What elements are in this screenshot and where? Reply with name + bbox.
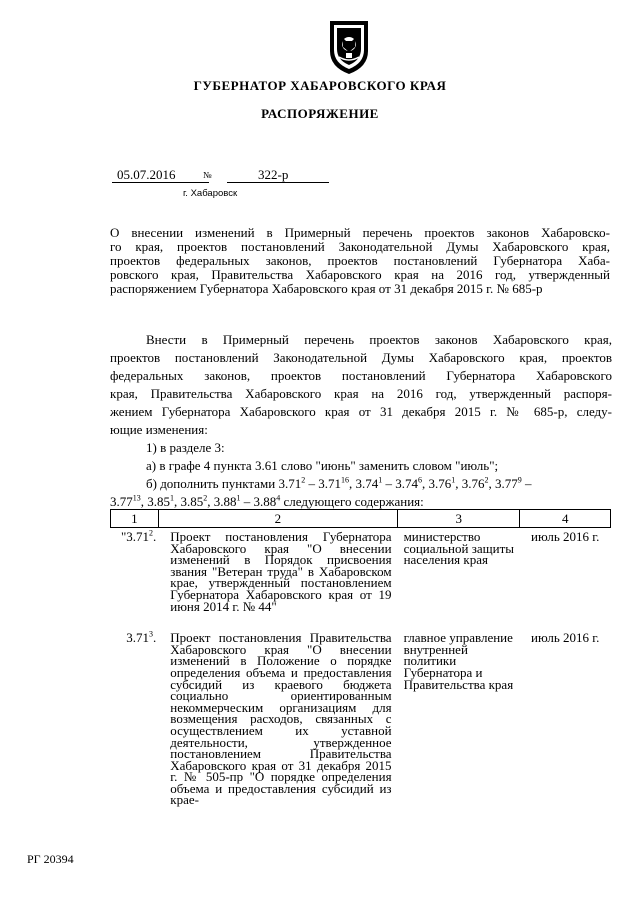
subject-line: О внесении изменений в Примерный перечень проектов законов Хабаровско- (110, 225, 610, 240)
date-underline (112, 182, 209, 183)
paragraph-line: жением Губернатора Хабаровского края от 31 декабря 2015 г. № 685-р, следу- (110, 404, 612, 419)
subject-line: ровского края, Правительства Хабаровского края на 2016 год, утвержденный (110, 267, 610, 282)
document-subject (110, 226, 610, 296)
paragraph-line: края, Правительства Хабаровского края на 2016 год, утвержденный распоря- (110, 386, 612, 401)
order-paragraph (110, 331, 612, 511)
coat-of-arms-icon (326, 17, 372, 77)
item-term: июль 2016 г. (530, 529, 600, 544)
table-row (111, 612, 611, 806)
column-header: 3 (398, 510, 520, 528)
column-header: 1 (111, 510, 159, 528)
document-type: РАСПОРЯЖЕНИЕ (261, 106, 379, 121)
column-header: 4 (520, 510, 611, 528)
issuing-authority: ГУБЕРНАТОР ХАБАРОВСКОГО КРАЯ (193, 78, 447, 93)
list-item-section: 1) в разделе 3: (146, 440, 225, 455)
column-header: 2 (158, 510, 397, 528)
item-number: 3.71$^3$. (126, 629, 157, 646)
subject-line: го края, проектов постановлений Законодательной Думы Хабаровского края, (110, 239, 610, 254)
paragraph-line: Внести в Примерный перечень проектов законов Хабаровского края, (146, 332, 612, 347)
list-item-b-continuation: 3.77$^{13}$, 3.85$^1$, 3.85$^2$, 3.88$^1$ – 3.88$^4$ следующего содержания: (110, 493, 424, 509)
item-description: Проект постановления Губернатора Хабаровского края "О внесении изменений в Порядок присвоения звания "Ветеран труда" в Хабаровском крае, утвержденный постановлением Губернатора Хабаровского края от 19 июня 2014 г. № 44" (170, 529, 392, 614)
document-code: РГ 20394 (27, 852, 74, 866)
item-organization: министерство социальной защиты населения края (403, 529, 514, 568)
item-number: "3.71$^2$. (120, 528, 157, 544)
list-item-a: а) в графе 4 пункта 3.61 слово "июнь" заменить словом "июль"; (146, 458, 499, 473)
subject-line: распоряжением Губернатора Хабаровского края от 31 декабря 2015 г. № 685-р (110, 281, 543, 296)
number-underline (227, 182, 329, 183)
subject-line: проектов федеральных законов, проектов постановлений Губернатора Хаба- (110, 253, 610, 268)
document-date: 05.07.2016 (117, 167, 176, 182)
issue-city: г. Хабаровск (183, 188, 238, 199)
number-sign: № (203, 170, 212, 180)
item-description: Проект постановления Правительства Хабаровского края "О внесении изменений в Положение о порядке определения объема и предоставления субсидий из краевого бюджета социально ориентированным некоммерческим организациям для возмещения расходов, связанных с осуществлением их уставной деятельности, утвержденное постановлением Правительства Хабаровского края от 31 декабря 2015 г. № 505-пр "О порядке определения объема и предоставления субсидий из крае- (170, 630, 392, 808)
table-row (111, 528, 611, 613)
paragraph-line: федеральных законов, проектов постановлений Губернатора Хабаровского (110, 368, 612, 383)
paragraph-line: проектов постановлений Законодательной Думы Хабаровского края, проектов (110, 350, 612, 365)
item-term: июль 2016 г. (530, 630, 600, 646)
amendments-table (110, 509, 611, 806)
item-organization: главное управление внутренней политики Губернатора и Правительства края (403, 630, 514, 692)
table-header-row (111, 510, 611, 528)
paragraph-line: ющие изменения: (110, 422, 208, 437)
list-item-b: б) дополнить пунктами 3.71$^2$ – 3.71$^{16}$, 3.74$^1$ – 3.74$^6$, 3.76$^1$, 3.76$^2$, 3.77$^9$ – (146, 475, 532, 491)
document-number: 322-р (258, 167, 289, 182)
